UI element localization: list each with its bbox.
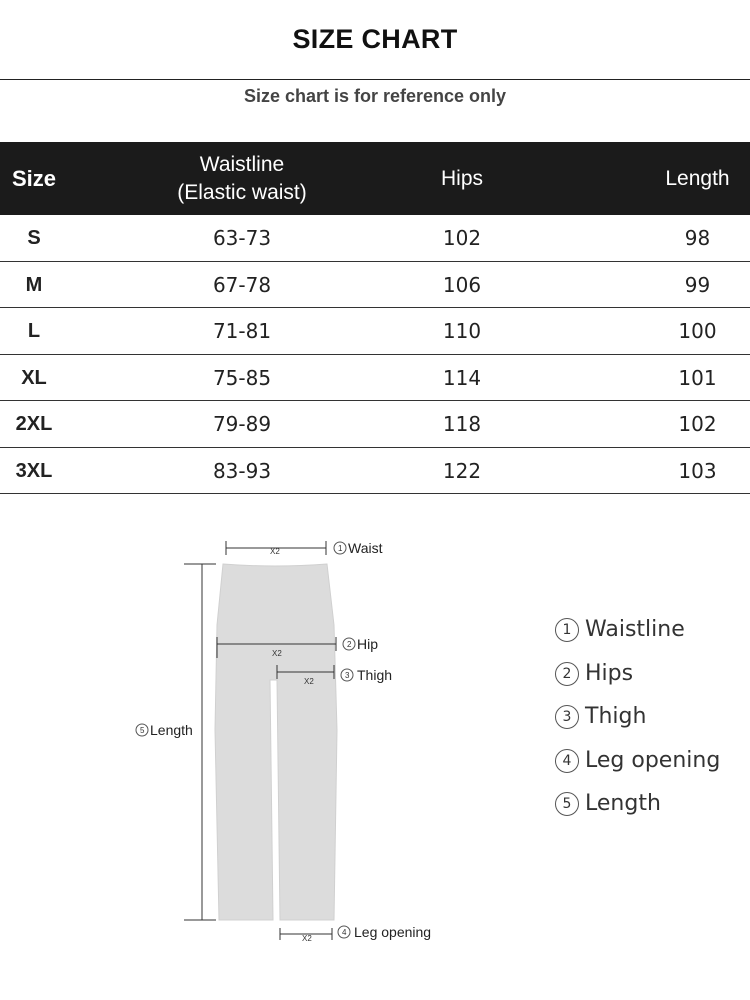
- cell-waist: 83-93: [212, 458, 272, 483]
- hip-x2: X2: [272, 649, 282, 658]
- length-measure: [136, 564, 216, 920]
- waist-num: 1: [338, 544, 343, 553]
- thigh-num: 3: [345, 671, 350, 680]
- cell-size: S: [27, 227, 41, 249]
- legend-item: [555, 789, 720, 833]
- measurement-legend: [555, 615, 720, 833]
- header-hips: Hips: [440, 166, 483, 190]
- legend-item: [555, 746, 720, 790]
- cell-hips: 110: [442, 319, 482, 343]
- cell-hips: 114: [442, 365, 482, 390]
- leg-num: 4: [342, 928, 347, 937]
- circled-number: 2: [555, 662, 579, 686]
- hip-num: 2: [347, 640, 352, 649]
- table-row: [0, 215, 750, 262]
- thigh-label: Thigh: [357, 667, 393, 683]
- legend-item: [555, 702, 720, 746]
- leg-x2: X2: [302, 934, 312, 943]
- header-waistline-label: Waistline: [199, 152, 285, 176]
- circled-number: 4: [555, 749, 579, 773]
- leg-opening-measure: [280, 924, 431, 943]
- table-header: [0, 142, 750, 215]
- legend-label: Thigh: [585, 704, 647, 729]
- table-row: [0, 448, 750, 495]
- header-length: Length: [665, 166, 730, 190]
- header-waistline-note: (Elastic waist): [177, 180, 307, 204]
- circled-number: 5: [555, 792, 579, 816]
- table-row: [0, 308, 750, 355]
- legend-label: Length: [585, 791, 661, 816]
- cell-waist: 63-73: [212, 226, 272, 250]
- page-title: SIZE CHART: [292, 24, 458, 54]
- legend-item: [555, 659, 720, 703]
- cell-length: 103: [678, 458, 717, 483]
- cell-length: 100: [678, 319, 717, 343]
- cell-size: XL: [21, 366, 47, 389]
- waist-x2: X2: [270, 547, 280, 556]
- pants-silhouette: [215, 564, 337, 920]
- cell-length: 101: [678, 365, 717, 390]
- cell-size: M: [25, 273, 43, 296]
- table-row: [0, 401, 750, 448]
- cell-hips: 106: [442, 272, 482, 297]
- header-waistline: [142, 142, 342, 215]
- cell-waist: 75-85: [212, 365, 272, 390]
- cell-length: 99: [684, 272, 711, 297]
- circled-number: 3: [555, 705, 579, 729]
- cell-waist: 79-89: [212, 412, 272, 436]
- leg-opening-label: Leg opening: [354, 924, 432, 940]
- cell-hips: 118: [442, 412, 482, 436]
- cell-hips: 122: [442, 458, 482, 483]
- legend-label: Hips: [585, 660, 634, 686]
- size-table-body: [0, 215, 750, 494]
- length-label: Length: [150, 722, 193, 738]
- cell-size: L: [27, 320, 41, 342]
- pants-measurement-diagram: [120, 530, 460, 955]
- table-row: [0, 355, 750, 402]
- waist-measure: [226, 540, 383, 556]
- legend-label: Leg opening: [585, 747, 721, 773]
- thigh-x2: X2: [304, 677, 314, 686]
- hip-label: Hip: [357, 636, 379, 652]
- table-row: [0, 262, 750, 309]
- legend-label: Waistline: [585, 617, 685, 642]
- waist-label: Waist: [348, 540, 383, 556]
- cell-waist: 71-81: [212, 319, 272, 343]
- cell-size: 3XL: [15, 459, 53, 482]
- title-divider: [0, 79, 750, 80]
- legend-item: [555, 615, 720, 659]
- header-size: Size: [11, 165, 57, 191]
- cell-length: 102: [678, 412, 717, 436]
- length-num: 5: [140, 726, 145, 735]
- reference-note: Size chart is for reference only: [243, 86, 507, 106]
- circled-number: 1: [555, 618, 579, 642]
- cell-hips: 102: [442, 226, 482, 250]
- cell-length: 98: [684, 226, 711, 250]
- cell-size: 2XL: [15, 413, 53, 435]
- cell-waist: 67-78: [212, 272, 272, 297]
